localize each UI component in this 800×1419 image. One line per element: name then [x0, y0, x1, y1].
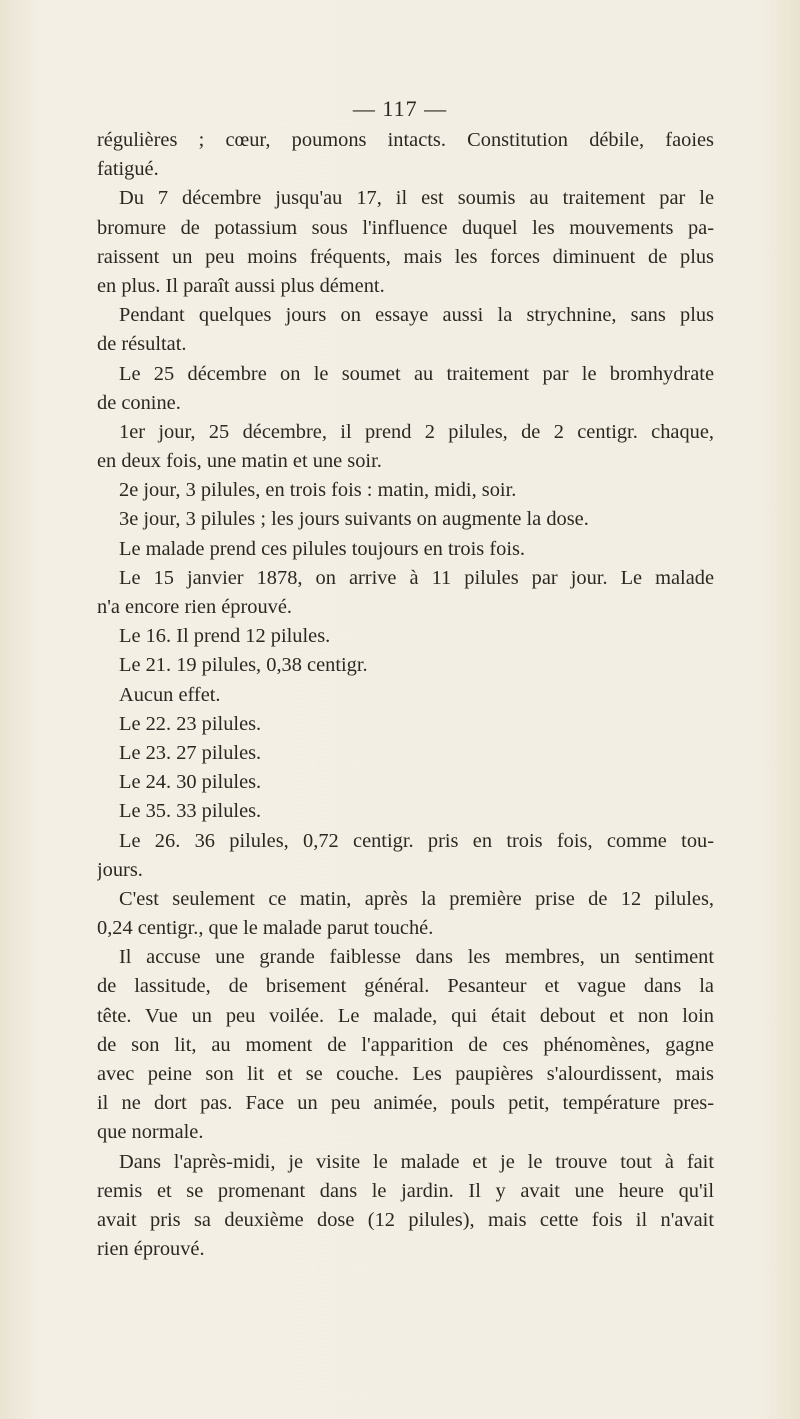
page-number: — 117 —	[352, 96, 448, 121]
text-line: Du 7 décembre jusqu'au 17, il est soumis au traitement par le	[119, 187, 714, 210]
text-line: C'est seulement ce matin, après la première prise de 12 pilules,	[119, 887, 714, 910]
text-line: Le 24. 30 pilules.	[119, 771, 262, 794]
text-line: Aucun effet.	[119, 683, 221, 706]
text-line: il ne dort pas. Face un peu animée, pouls petit, température pres-	[97, 1092, 714, 1115]
text-line: 3e jour, 3 pilules ; les jours suivants on augmente la dose.	[119, 508, 589, 531]
text-line: que normale.	[97, 1121, 204, 1144]
text-line: avec peine son lit et se couche. Les paupières s'alourdissent, mais	[97, 1063, 714, 1085]
text-line: Le 16. Il prend 12 pilules.	[119, 625, 331, 648]
text-line: Le 21. 19 pilules, 0,38 centigr.	[119, 654, 368, 677]
text-line: Le malade prend ces pilules toujours en trois fois.	[119, 537, 526, 560]
text-line: remis et se promenant dans le jardin. Il y avait une heure qu'il	[97, 1179, 714, 1202]
text-line: régulières ; cœur, poumons intacts. Constitution débile, faoies	[97, 129, 714, 151]
text-line: 0,24 centigr., que le malade parut touché.	[97, 917, 434, 940]
text-line: en plus. Il paraît aussi plus dément.	[97, 274, 385, 297]
body-text	[97, 126, 714, 1264]
text-line: raissent un peu moins fréquents, mais les forces diminuent de plus	[97, 245, 714, 268]
text-line: Le 23. 27 pilules.	[119, 741, 262, 764]
text-line: rien éprouvé.	[97, 1238, 205, 1261]
text-line: Le 25 décembre on le soumet au traitement par le bromhydrate	[119, 362, 714, 385]
text-line: en deux fois, une matin et une soir.	[97, 450, 382, 473]
text-line: de lassitude, de brisement général. Pesanteur et vague dans la	[97, 975, 714, 998]
text-line: avait pris sa deuxième dose (12 pilules), mais cette fois il n'avait	[97, 1208, 714, 1231]
text-line: 1er jour, 25 décembre, il prend 2 pilules, de 2 centigr. chaque,	[119, 420, 714, 443]
text-line: de son lit, au moment de l'apparition de ces phénomènes, gagne	[97, 1033, 714, 1056]
text-line: Pendant quelques jours on essaye aussi la strychnine, sans plus	[119, 304, 714, 327]
text-line: bromure de potassium sous l'influence duquel les mouvements pa-	[97, 216, 714, 239]
text-line: 2e jour, 3 pilules, en trois fois : matin, midi, soir.	[119, 479, 517, 502]
text-line: Le 22. 23 pilules.	[119, 712, 262, 735]
text-line: n'a encore rien éprouvé.	[97, 596, 293, 618]
text-line: Dans l'après-midi, je visite le malade et je le trouve tout à fait	[119, 1150, 714, 1173]
text-line: Il accuse une grande faiblesse dans les membres, un sentiment	[119, 946, 714, 969]
text-line: Le 15 janvier 1878, on arrive à 11 pilules par jour. Le malade	[119, 566, 714, 589]
text-line: de conine.	[97, 391, 181, 414]
text-line: Le 35. 33 pilules.	[119, 800, 262, 823]
text-line: jours.	[97, 858, 143, 881]
text-line: tête. Vue un peu voilée. Le malade, qui était debout et non loin	[97, 1004, 714, 1027]
text-line: de résultat.	[97, 333, 187, 356]
text-line: Le 26. 36 pilules, 0,72 centigr. pris en trois fois, comme tou-	[119, 829, 714, 852]
text-line: fatigué.	[97, 158, 159, 181]
